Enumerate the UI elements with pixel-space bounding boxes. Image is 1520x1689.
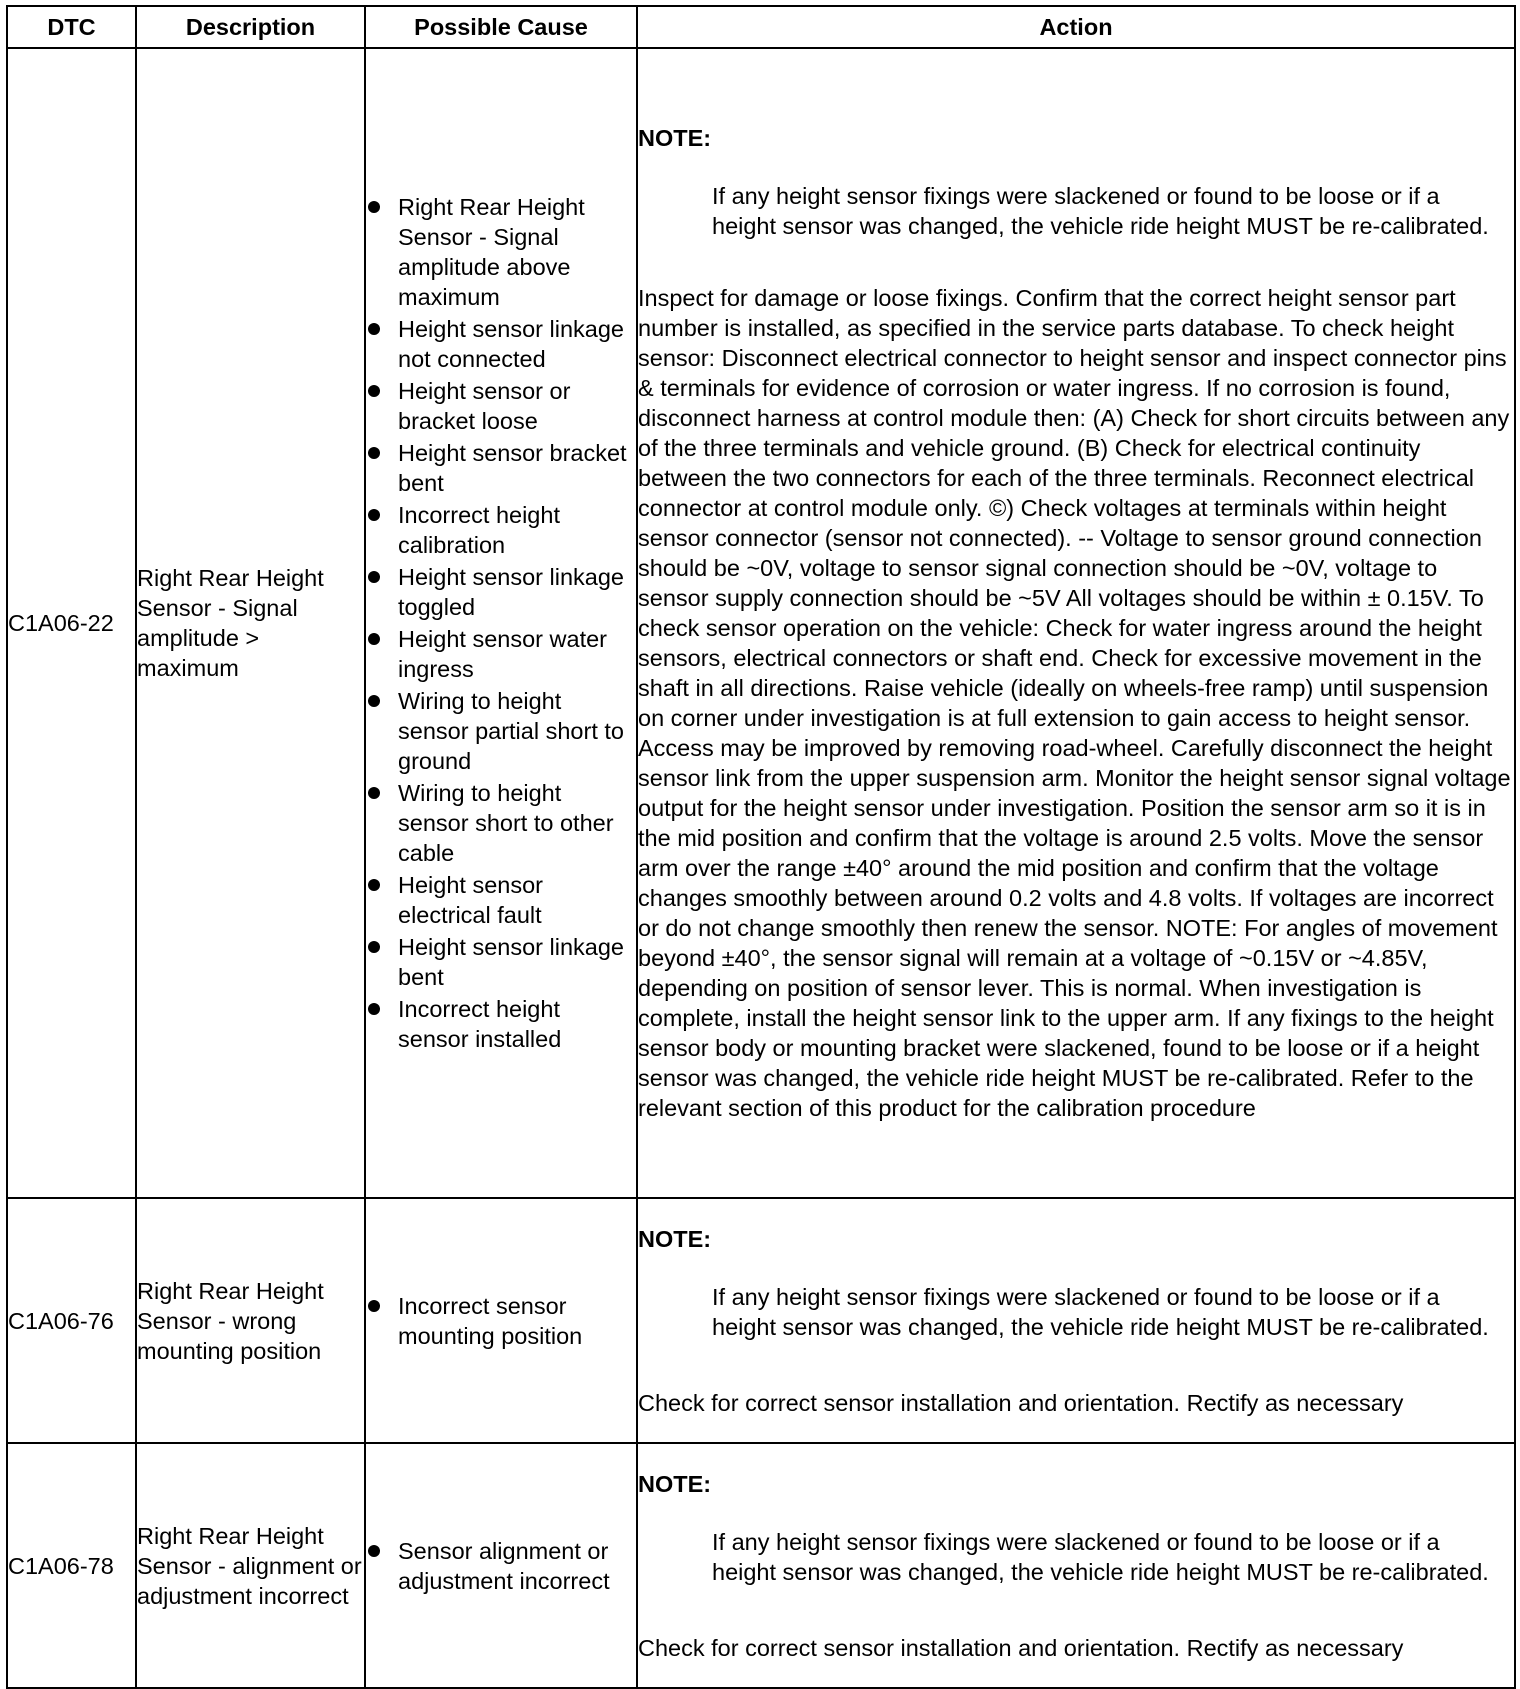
- header-dtc: DTC: [7, 6, 136, 48]
- cause-item: [366, 500, 636, 560]
- dtc-code: C1A06-76: [7, 1198, 136, 1443]
- cause-text: Height sensor linkage toggled: [398, 564, 624, 620]
- cause-item: [366, 932, 636, 992]
- bullet-icon: [368, 941, 380, 953]
- possible-causes: [365, 1198, 637, 1443]
- cause-list: [366, 1291, 636, 1351]
- action-text: Inspect for damage or loose fixings. Confirm that the correct height sensor part number is installed, as specified in the service parts database. To check height sensor: Disconnect electrical connector to height sensor and inspect connector pins & terminals for evidence of corrosion or water ingress. If no corrosion is found, disconnect harness at control module then: (A) Check for short circuits between any of the three terminals and vehicle ground. (B) Check for electrical continuity between the two connectors for each of the three terminals. Reconnect electrical connector at control module only. ©) Check voltages at terminals within height sensor connector (sensor not connected). -- Voltage to sensor ground connection should be ~0V, voltage to sensor signal connection should be ~0V, voltage to sensor supply connection should be ~5V All voltages should be within ± 0.15V. To check sensor operation on the vehicle: Check for water ingress around the height sensors, electrical connectors or shaft end. Check for excessive movement in the shaft in all directions. Raise vehicle (ideally on wheels-free ramp) until suspension on corner under investigation is at full extension to gain access to height sensor. Access may be improved by removing road-wheel. Carefully disconnect the height sensor link from the upper suspension arm. Monitor the height sensor signal voltage output for the height sensor under investigation. Position the sensor arm so it is in the mid position and confirm that the voltage is around 2.5 volts. Move the sensor arm over the range ±40° around the mid position and confirm that the voltage changes smoothly between around 0.2 volts and 4.8 volts. If voltages are incorrect or do not change smoothly then renew the sensor. NOTE: For angles of movement beyond ±40°, the sensor signal will remain at a voltage of ~0.15V or ~4.85V, depending on position of sensor lever. This is normal. When investigation is complete, install the height sensor link to the upper arm. If any fixings to the height sensor body or mounting bracket were slackened, found to be loose or if a height sensor was changed, the vehicle ride height MUST be re-calibrated. Refer to the relevant section of this product for the calibration procedure: [638, 285, 1511, 1121]
- action-cell: [637, 1198, 1515, 1443]
- cause-text: Height sensor linkage bent: [398, 934, 624, 990]
- bullet-icon: [368, 385, 380, 397]
- cause-text: Wiring to height sensor partial short to ground: [398, 688, 624, 774]
- bullet-icon: [368, 633, 380, 645]
- cause-item: [366, 314, 636, 374]
- cause-text: Height sensor linkage not connected: [398, 316, 624, 372]
- cause-item: [366, 686, 636, 776]
- cause-item: [366, 624, 636, 684]
- cause-item: [366, 438, 636, 498]
- cause-item: [366, 1536, 636, 1596]
- header-possible-cause: Possible Cause: [365, 6, 637, 48]
- dtc-description: Right Rear Height Sensor - Signal amplitude > maximum: [136, 48, 365, 1198]
- cause-list: [366, 192, 636, 1054]
- note-title: NOTE:: [638, 1225, 712, 1252]
- dtc-description: Right Rear Height Sensor - wrong mounting position: [136, 1198, 365, 1443]
- cause-text: Incorrect sensor mounting position: [398, 1292, 583, 1349]
- action-cell: [637, 48, 1515, 1198]
- cause-item: [366, 376, 636, 436]
- bullet-icon: [368, 1003, 380, 1015]
- cause-text: Sensor alignment or adjustment incorrect: [398, 1537, 610, 1594]
- table-header-row: [7, 6, 1515, 48]
- cause-item: [366, 1291, 636, 1351]
- bullet-icon: [368, 509, 380, 521]
- header-action: Action: [637, 6, 1515, 48]
- dtc-code: C1A06-78: [7, 1443, 136, 1688]
- note-title: NOTE:: [638, 1470, 712, 1497]
- cause-text: Height sensor or bracket loose: [398, 378, 571, 434]
- table-row: [7, 48, 1515, 1198]
- cause-list: [366, 1536, 636, 1596]
- table-row: [7, 1443, 1515, 1688]
- dtc-description: Right Rear Height Sensor - alignment or adjustment incorrect: [136, 1443, 365, 1688]
- possible-causes: [365, 48, 637, 1198]
- bullet-icon: [368, 571, 380, 583]
- bullet-icon: [368, 201, 380, 213]
- header-description: Description: [136, 6, 365, 48]
- cause-text: Incorrect height sensor installed: [398, 996, 562, 1052]
- bullet-icon: [368, 1300, 380, 1312]
- note-body: If any height sensor fixings were slackened or found to be loose or if a height sensor was changed, the vehicle ride height MUST be re-calibrated.: [712, 183, 1489, 239]
- cause-text: Height sensor water ingress: [398, 626, 607, 682]
- cause-text: Right Rear Height Sensor - Signal amplitude above maximum: [398, 194, 585, 310]
- cause-item: [366, 192, 636, 312]
- cause-text: Wiring to height sensor short to other cable: [398, 780, 614, 866]
- bullet-icon: [368, 787, 380, 799]
- cause-text: Height sensor bracket bent: [398, 440, 627, 496]
- bullet-icon: [368, 323, 380, 335]
- possible-causes: [365, 1443, 637, 1688]
- note-title: NOTE:: [638, 125, 712, 151]
- table-row: [7, 1198, 1515, 1443]
- bullet-icon: [368, 879, 380, 891]
- action-text: Check for correct sensor installation and orientation. Rectify as necessary: [638, 1634, 1404, 1661]
- cause-text: Height sensor electrical fault: [398, 872, 543, 928]
- dtc-code: C1A06-22: [7, 48, 136, 1198]
- action-cell: [637, 1443, 1515, 1688]
- bullet-icon: [368, 1545, 380, 1557]
- cause-item: [366, 562, 636, 622]
- cause-item: [366, 778, 636, 868]
- cause-text: Incorrect height calibration: [398, 502, 560, 558]
- note-body: If any height sensor fixings were slackened or found to be loose or if a height sensor was changed, the vehicle ride height MUST be re-calibrated.: [712, 1528, 1489, 1585]
- cause-item: [366, 870, 636, 930]
- bullet-icon: [368, 447, 380, 459]
- dtc-table: [6, 5, 1516, 1689]
- bullet-icon: [368, 695, 380, 707]
- note-body: If any height sensor fixings were slackened or found to be loose or if a height sensor was changed, the vehicle ride height MUST be re-calibrated.: [712, 1283, 1489, 1340]
- action-text: Check for correct sensor installation and orientation. Rectify as necessary: [638, 1389, 1404, 1416]
- cause-item: [366, 994, 636, 1054]
